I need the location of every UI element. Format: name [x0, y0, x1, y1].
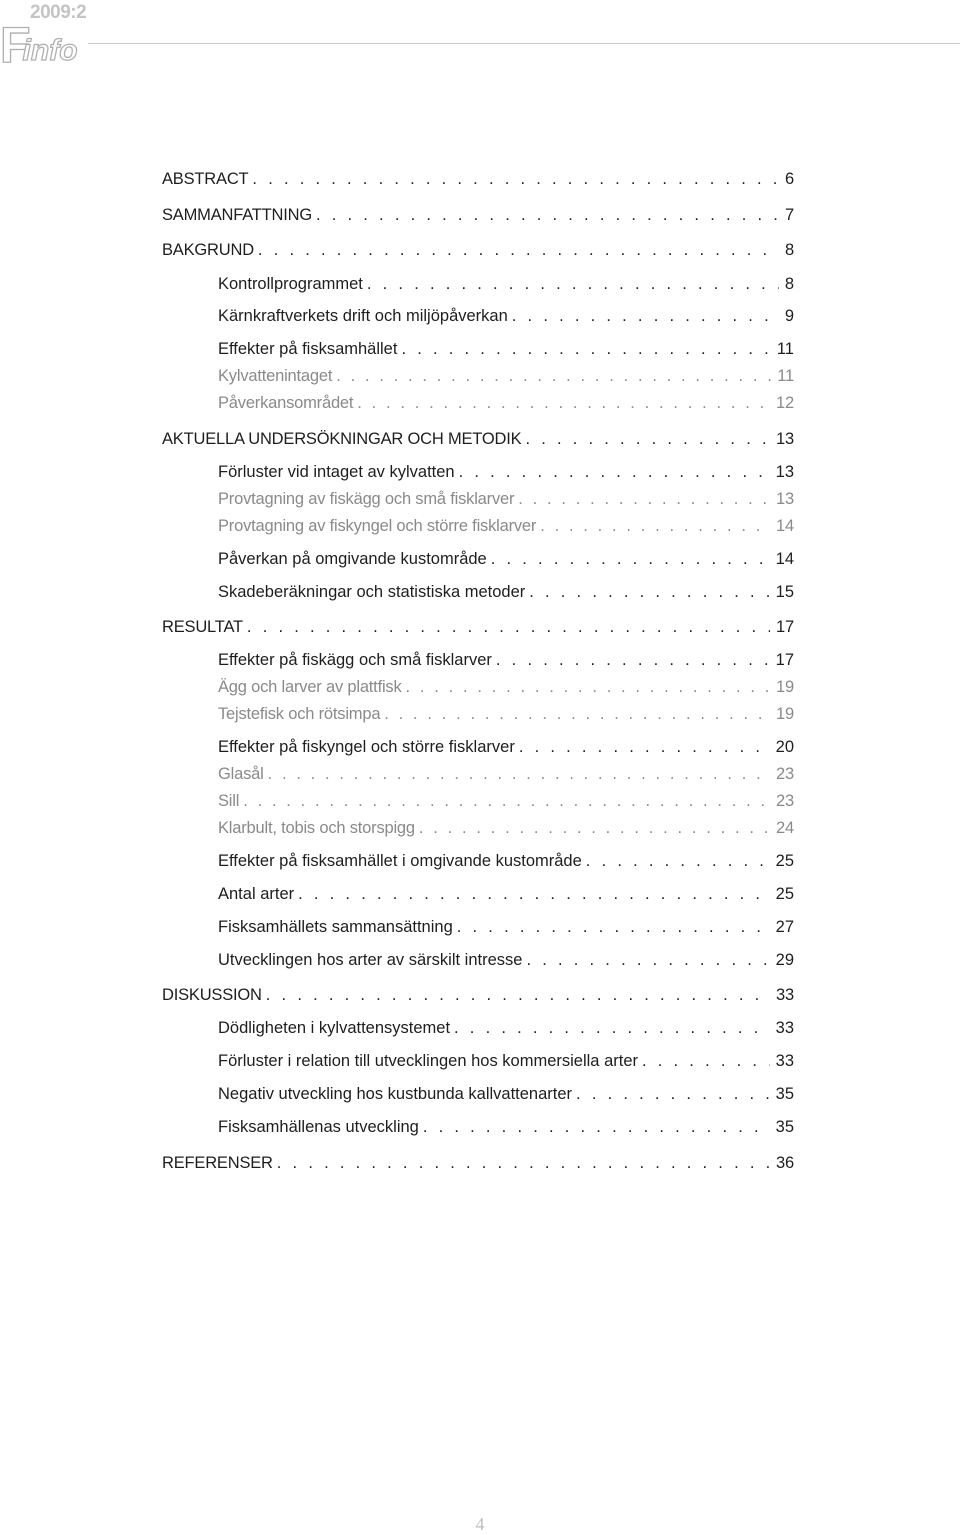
toc-entry-title: Antal arter — [218, 885, 295, 903]
dot-leader — [529, 581, 769, 603]
toc-entry-title: BAKGRUND — [162, 241, 254, 259]
dot-leader — [367, 273, 779, 295]
dot-leader — [247, 616, 770, 638]
toc-entry-page: 29 — [775, 951, 794, 969]
toc-entry-page: 13 — [775, 463, 794, 481]
toc-entry[interactable] — [218, 676, 794, 698]
toc-entry-title: Sill — [218, 792, 240, 810]
toc-entry-page: 17 — [776, 618, 794, 636]
toc-entry-title: RESULTAT — [162, 618, 243, 636]
dot-leader — [491, 548, 770, 570]
toc-entry-page: 6 — [785, 170, 794, 188]
toc-entry-page: 8 — [785, 241, 794, 259]
dot-leader — [336, 365, 771, 387]
dot-leader — [496, 649, 770, 671]
toc-entry-title: Negativ utveckling hos kustbunda kallvattenarter — [218, 1085, 573, 1103]
toc-entry-title: Provtagning av fiskägg och små fisklarver — [218, 490, 515, 508]
toc-entry-title: Förluster vid intaget av kylvatten — [218, 463, 455, 481]
toc-entry-title: REFERENSER — [162, 1154, 273, 1172]
toc-entry-title: Fisksamhällenas utveckling — [218, 1118, 419, 1136]
toc-entry[interactable] — [162, 168, 794, 190]
toc-entry[interactable] — [218, 548, 794, 570]
toc-entry-title: Klarbult, tobis och storspigg — [218, 819, 415, 837]
toc-entry[interactable] — [162, 428, 794, 450]
toc-entry-title: Tejstefisk och rötsimpa — [218, 705, 381, 723]
toc-entry[interactable] — [218, 790, 794, 812]
dot-leader — [423, 1116, 770, 1138]
toc-entry[interactable] — [218, 649, 794, 671]
toc-entry[interactable] — [218, 488, 794, 510]
toc-entry[interactable] — [162, 1152, 794, 1174]
toc-entry-page: 33 — [775, 1052, 794, 1070]
toc-entry-page: 23 — [776, 765, 794, 783]
toc-entry[interactable] — [218, 273, 794, 295]
toc-entry-title: Dödligheten i kylvattensystemet — [218, 1019, 451, 1037]
dot-leader — [357, 392, 770, 414]
toc-entry-page: 8 — [784, 275, 794, 293]
toc-entry-page: 11 — [777, 367, 794, 385]
toc-entry-page: 24 — [776, 819, 794, 837]
toc-entry-page: 27 — [775, 918, 794, 936]
toc-entry[interactable] — [218, 515, 794, 537]
toc-entry[interactable] — [218, 949, 794, 971]
toc-entry[interactable] — [218, 461, 794, 483]
dot-leader — [243, 790, 770, 812]
toc-entry-page: 25 — [775, 885, 794, 903]
toc-entry-title: Glasål — [218, 765, 264, 783]
toc-entry-title: Påverkansområdet — [218, 394, 354, 412]
logo-letter: F — [0, 17, 31, 73]
issue-number: 2009:2 — [30, 2, 87, 23]
dot-leader — [252, 168, 779, 190]
dot-leader — [298, 883, 770, 905]
toc-entry-page: 11 — [776, 340, 794, 358]
toc-entry[interactable] — [218, 916, 794, 938]
toc-entry[interactable] — [218, 392, 794, 414]
toc-entry[interactable] — [218, 817, 794, 839]
toc-entry[interactable] — [162, 239, 794, 261]
toc-entry-title: DISKUSSION — [162, 986, 262, 1004]
dot-leader — [519, 736, 770, 758]
toc-entry-page: 19 — [776, 678, 794, 696]
toc-entry-title: Effekter på fisksamhället — [218, 340, 398, 358]
dot-leader — [454, 1017, 770, 1039]
toc-entry-page: 9 — [784, 307, 794, 325]
page-number: 4 — [475, 1514, 485, 1534]
dot-leader — [586, 850, 770, 872]
toc-entry-title: Effekter på fiskägg och små fisklarver — [218, 651, 492, 669]
toc-entry[interactable] — [162, 204, 794, 226]
toc-entry-page: 19 — [776, 705, 794, 723]
dot-leader — [642, 1050, 770, 1072]
dot-leader — [277, 1152, 770, 1174]
dot-leader — [576, 1083, 770, 1105]
toc-entry-title: Kärnkraftverkets drift och miljöpåverkan — [218, 307, 508, 325]
dot-leader — [540, 515, 770, 537]
toc-entry-title: AKTUELLA UNDERSÖKNINGAR OCH METODIK — [162, 430, 522, 448]
toc-entry-title: Effekter på fisksamhället i omgivande kustområde — [218, 852, 582, 870]
dot-leader — [457, 916, 770, 938]
toc-entry-page: 35 — [775, 1118, 794, 1136]
toc-entry-page: 14 — [776, 517, 794, 535]
toc-entry-page: 25 — [775, 852, 794, 870]
toc-entry-title: Skadeberäkningar och statistiska metoder — [218, 583, 526, 601]
toc-entry[interactable] — [162, 984, 794, 1006]
dot-leader — [459, 461, 770, 483]
toc-entry-title: Påverkan på omgivande kustområde — [218, 550, 487, 568]
toc-entry-title: Effekter på fiskyngel och större fisklarver — [218, 738, 515, 756]
dot-leader — [266, 984, 770, 1006]
toc-entry-page: 7 — [785, 206, 794, 224]
toc-entry[interactable] — [218, 365, 794, 387]
toc-entry-page: 23 — [776, 792, 794, 810]
toc-entry[interactable] — [218, 703, 794, 725]
toc-entry-page: 14 — [775, 550, 794, 568]
toc-entry-page: 15 — [775, 583, 794, 601]
toc-entry[interactable] — [218, 1083, 794, 1105]
toc-entry-title: Utvecklingen hos arter av särskilt intresse — [218, 951, 523, 969]
toc-entry[interactable] — [162, 616, 794, 638]
toc-entry[interactable] — [218, 1050, 794, 1072]
toc-entry-title: Ägg och larver av plattfisk — [218, 678, 402, 696]
toc-entry-title: SAMMANFATTNING — [162, 206, 312, 224]
toc-entry[interactable] — [218, 1017, 794, 1039]
dot-leader — [525, 428, 770, 450]
dot-leader — [512, 305, 779, 327]
toc-entry-page: 36 — [776, 1154, 794, 1172]
toc-entry[interactable] — [218, 763, 794, 785]
dot-leader — [419, 817, 770, 839]
toc-entry[interactable] — [218, 736, 794, 758]
toc-entry-title: Provtagning av fiskyngel och större fisklarver — [218, 517, 537, 535]
dot-leader — [258, 239, 779, 261]
toc-entry-page: 20 — [775, 738, 794, 756]
toc-entry-title: Förluster i relation till utvecklingen hos kommersiella arter — [218, 1052, 638, 1070]
dot-leader — [401, 338, 770, 360]
dot-leader — [526, 949, 769, 971]
toc-entry-page: 12 — [776, 394, 794, 412]
logo-word: info — [22, 34, 78, 67]
toc-entry-page: 13 — [776, 430, 794, 448]
toc-entry[interactable] — [218, 338, 794, 360]
dot-leader — [406, 676, 771, 698]
toc-entry-page: 35 — [775, 1085, 794, 1103]
toc-entry-title: Kontrollprogrammet — [218, 275, 363, 293]
toc-entry[interactable] — [218, 305, 794, 327]
toc-entry-page: 13 — [776, 490, 794, 508]
dot-leader — [518, 488, 770, 510]
toc-entry[interactable] — [218, 1116, 794, 1138]
toc-entry-page: 33 — [776, 986, 794, 1004]
toc-entry-page: 17 — [775, 651, 794, 669]
toc-entry-page: 33 — [775, 1019, 794, 1037]
toc-entry-title: ABSTRACT — [162, 170, 249, 188]
dot-leader — [268, 763, 770, 785]
toc-entry[interactable] — [218, 581, 794, 603]
dot-leader — [384, 703, 770, 725]
toc-entry[interactable] — [218, 883, 794, 905]
dot-leader — [316, 204, 779, 226]
toc-entry-title: Kylvattenintaget — [218, 367, 333, 385]
toc-entry-title: Fisksamhällets sammansättning — [218, 918, 453, 936]
toc-entry[interactable] — [218, 850, 794, 872]
